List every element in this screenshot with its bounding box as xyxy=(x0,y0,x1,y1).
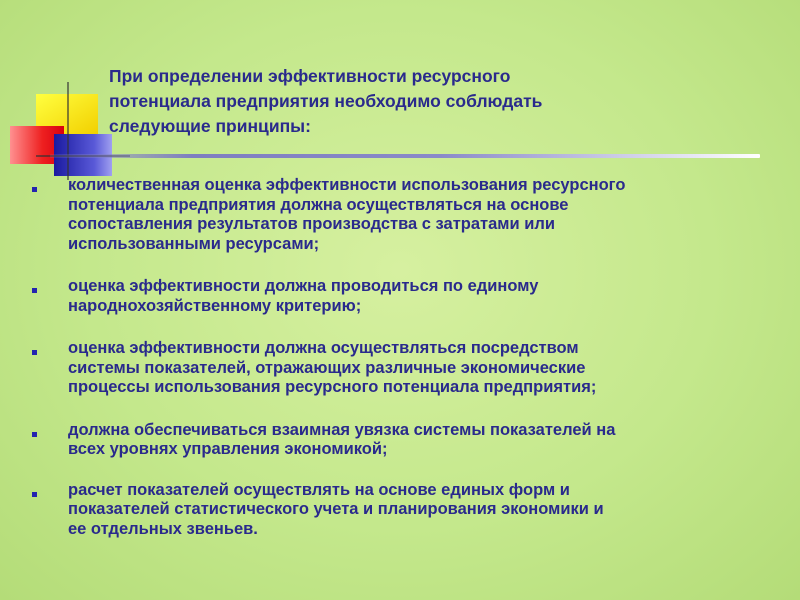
bullet-text-line: системы показателей, отражающих различные экономические xyxy=(68,358,586,377)
bullet-list xyxy=(30,176,790,562)
bullet-text-line: ее отдельных звеньев. xyxy=(68,519,258,538)
title-line: При определении эффективности ресурсного xyxy=(109,66,511,86)
bullet-text-line: потенциала предприятия должна осуществляться на основе xyxy=(68,195,569,214)
square-bullet-icon xyxy=(32,432,37,437)
bullet-text-line: показателей статистического учета и планирования экономики и xyxy=(68,500,604,518)
bullet-text-line: народнохозяйственному критерию; xyxy=(68,296,362,315)
bullet-item xyxy=(30,277,790,316)
square-bullet-icon xyxy=(32,492,37,497)
bullet-text-line: процессы использования ресурсного потенциала предприятия; xyxy=(68,378,597,396)
bullet-text-line: оценка эффективности должна осуществляться посредством xyxy=(68,339,579,357)
bullet-item xyxy=(30,176,790,254)
bullet-item xyxy=(30,421,790,460)
square-bullet-icon xyxy=(32,187,37,192)
square-bullet-icon xyxy=(32,350,37,355)
title-line: потенциала предприятия необходимо соблюдать xyxy=(109,91,543,111)
bullet-text-line: должна обеспечиваться взаимная увязка системы показателей на xyxy=(68,420,616,439)
bullet-text-line: сопоставления результатов производства с затратами или xyxy=(68,215,555,233)
bullet-text-line: оценка эффективности должна проводиться по единому xyxy=(68,277,539,295)
bullet-item xyxy=(30,481,790,540)
bullet-item xyxy=(30,339,790,398)
bullet-text-line: количественная оценка эффективности использования ресурсного xyxy=(68,176,626,194)
title-divider xyxy=(50,154,760,158)
slide-title xyxy=(109,64,749,139)
bullet-text-line: всех уровнях управления экономикой; xyxy=(68,440,388,458)
bullet-text-line: использованными ресурсами; xyxy=(68,234,320,253)
title-line: следующие принципы: xyxy=(109,116,311,136)
square-bullet-icon xyxy=(32,288,37,293)
bullet-text-line: расчет показателей осуществлять на основе единых форм и xyxy=(68,480,570,499)
